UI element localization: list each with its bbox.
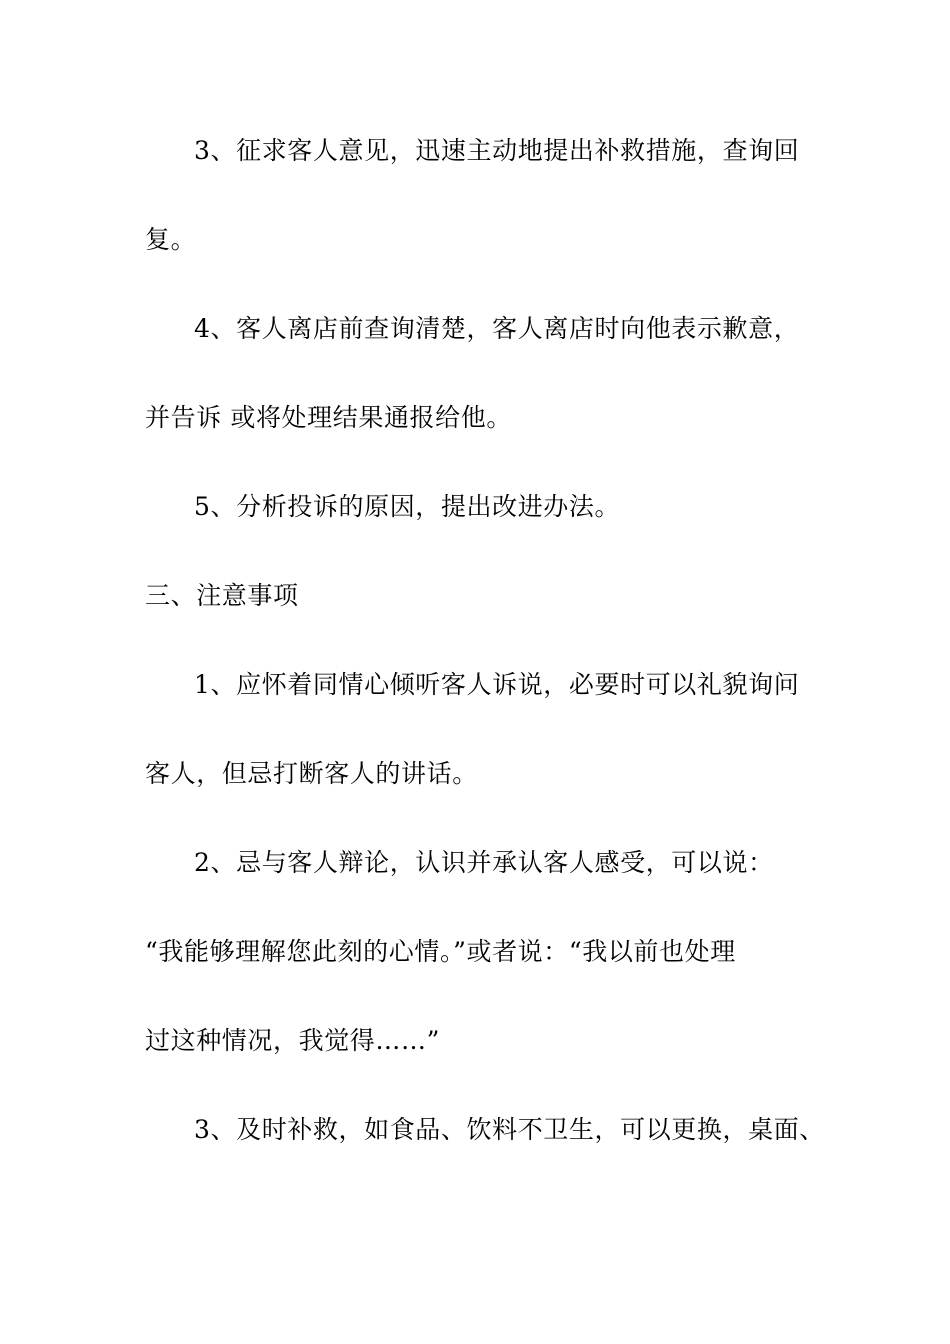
section-heading: 三、注意事项 — [145, 581, 299, 610]
paragraph-line: 3、征求客人意见，迅速主动地提出补救措施，查询回 — [194, 136, 800, 165]
paragraph-line: 客人，但忌打断客人的讲话。 — [145, 759, 478, 788]
paragraph-line: “我能够理解您此刻的心情。”或者说：“我以前也处理 — [145, 937, 736, 966]
paragraph-line: 1、应怀着同情心倾听客人诉说，必要时可以礼貌询问 — [194, 670, 800, 699]
paragraph-line: 复。 — [145, 225, 197, 254]
paragraph-line: 5、分析投诉的原因，提出改进办法。 — [194, 492, 621, 521]
paragraph-line: 2、忌与客人辩论，认识并承认客人感受，可以说： — [194, 848, 774, 877]
paragraph-line: 4、客人离店前查询清楚，客人离店时向他表示歉意， — [194, 314, 800, 343]
paragraph-line: 过这种情况，我觉得……” — [145, 1026, 440, 1055]
paragraph-line: 并告诉 或将处理结果通报给他。 — [145, 403, 512, 432]
paragraph-line: 3、及时补救，如食品、饮料不卫生，可以更换，桌面、 — [194, 1115, 825, 1144]
